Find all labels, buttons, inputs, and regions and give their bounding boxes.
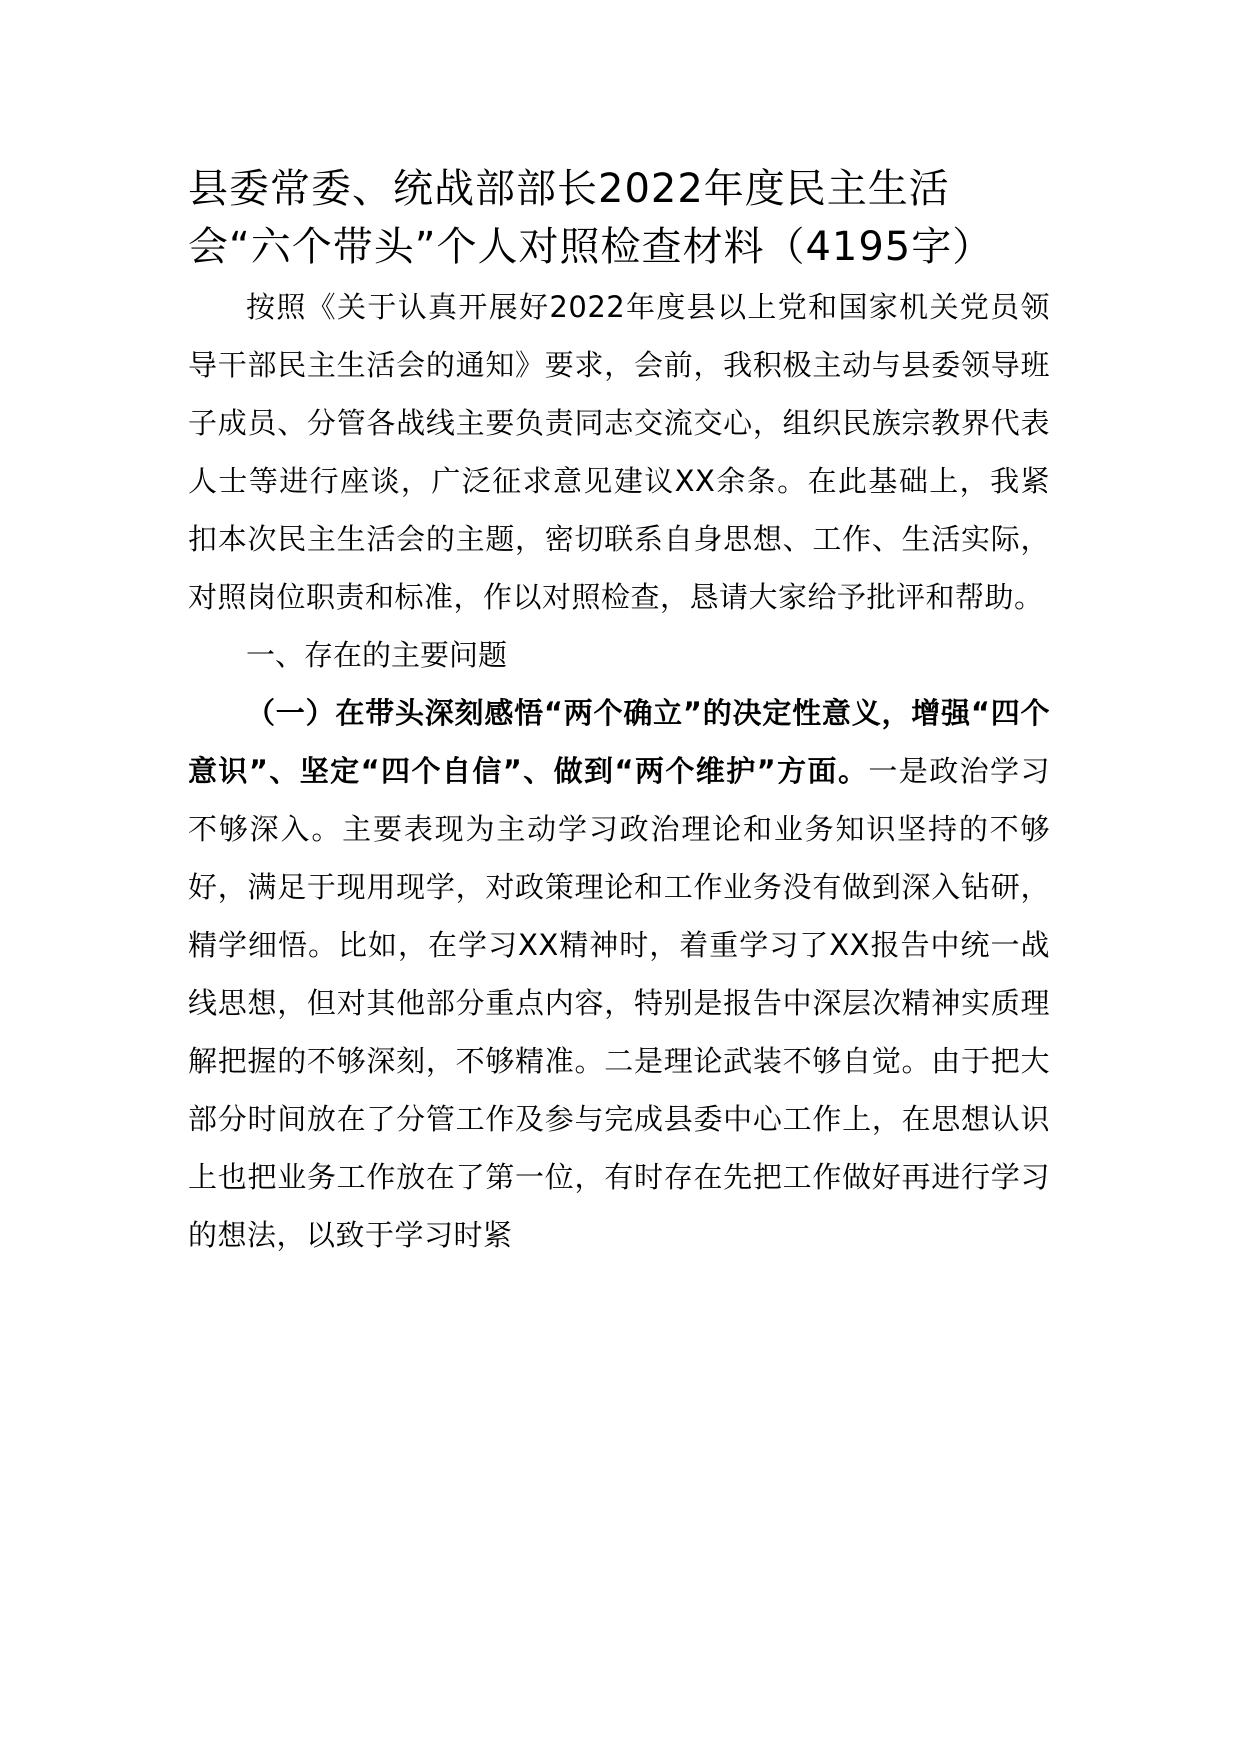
document-page xyxy=(188,160,1050,1264)
subsection-body: 一是政治学习不够深入。主要表现为主动学习政治理论和业务知识坚持的不够好，满足于现用现学，对政策理论和工作业务没有做到深入钻研，精学细悟。比如，在学习XX精神时，着重学习了XX报告中统一战线思想，但对其他部分重点内容，特别是报告中深层次精神实质理解把握的不够深刻，不够精准。二是理论武装不够自觉。由于把大部分时间放在了分管工作及参与完成县委中心工作上，在思想认识上也把业务工作放在了第一位，有时存在先把工作做好再进行学习的想法，以致于学习时紧 xyxy=(188,754,1050,1252)
intro-paragraph: 按照《关于认真开展好2022年度县以上党和国家机关党员领导干部民主生活会的通知》要求，会前，我积极主动与县委领导班子成员、分管各战线主要负责同志交流交心，组织民族宗教界代表人士等进行座谈，广泛征求意见建议XX余条。在此基础上，我紧扣本次民主生活会的主题，密切联系自身思想、工作、生活实际，对照岗位职责和标准，作以对照检查，恳请大家给予批评和帮助。 xyxy=(188,290,1050,614)
subsection-paragraph xyxy=(188,684,1050,1264)
document-title: 县委常委、统战部部长2022年度民主生活会“六个带头”个人对照检查材料（4195字） xyxy=(188,166,994,270)
subsection-heading: （一）在带头深刻感悟“两个确立”的决定性意义，增强“四个意识”、坚定“四个自信”、做到“两个维护”方面。 xyxy=(188,696,1050,788)
section-heading: 一、存在的主要问题 xyxy=(246,638,508,672)
